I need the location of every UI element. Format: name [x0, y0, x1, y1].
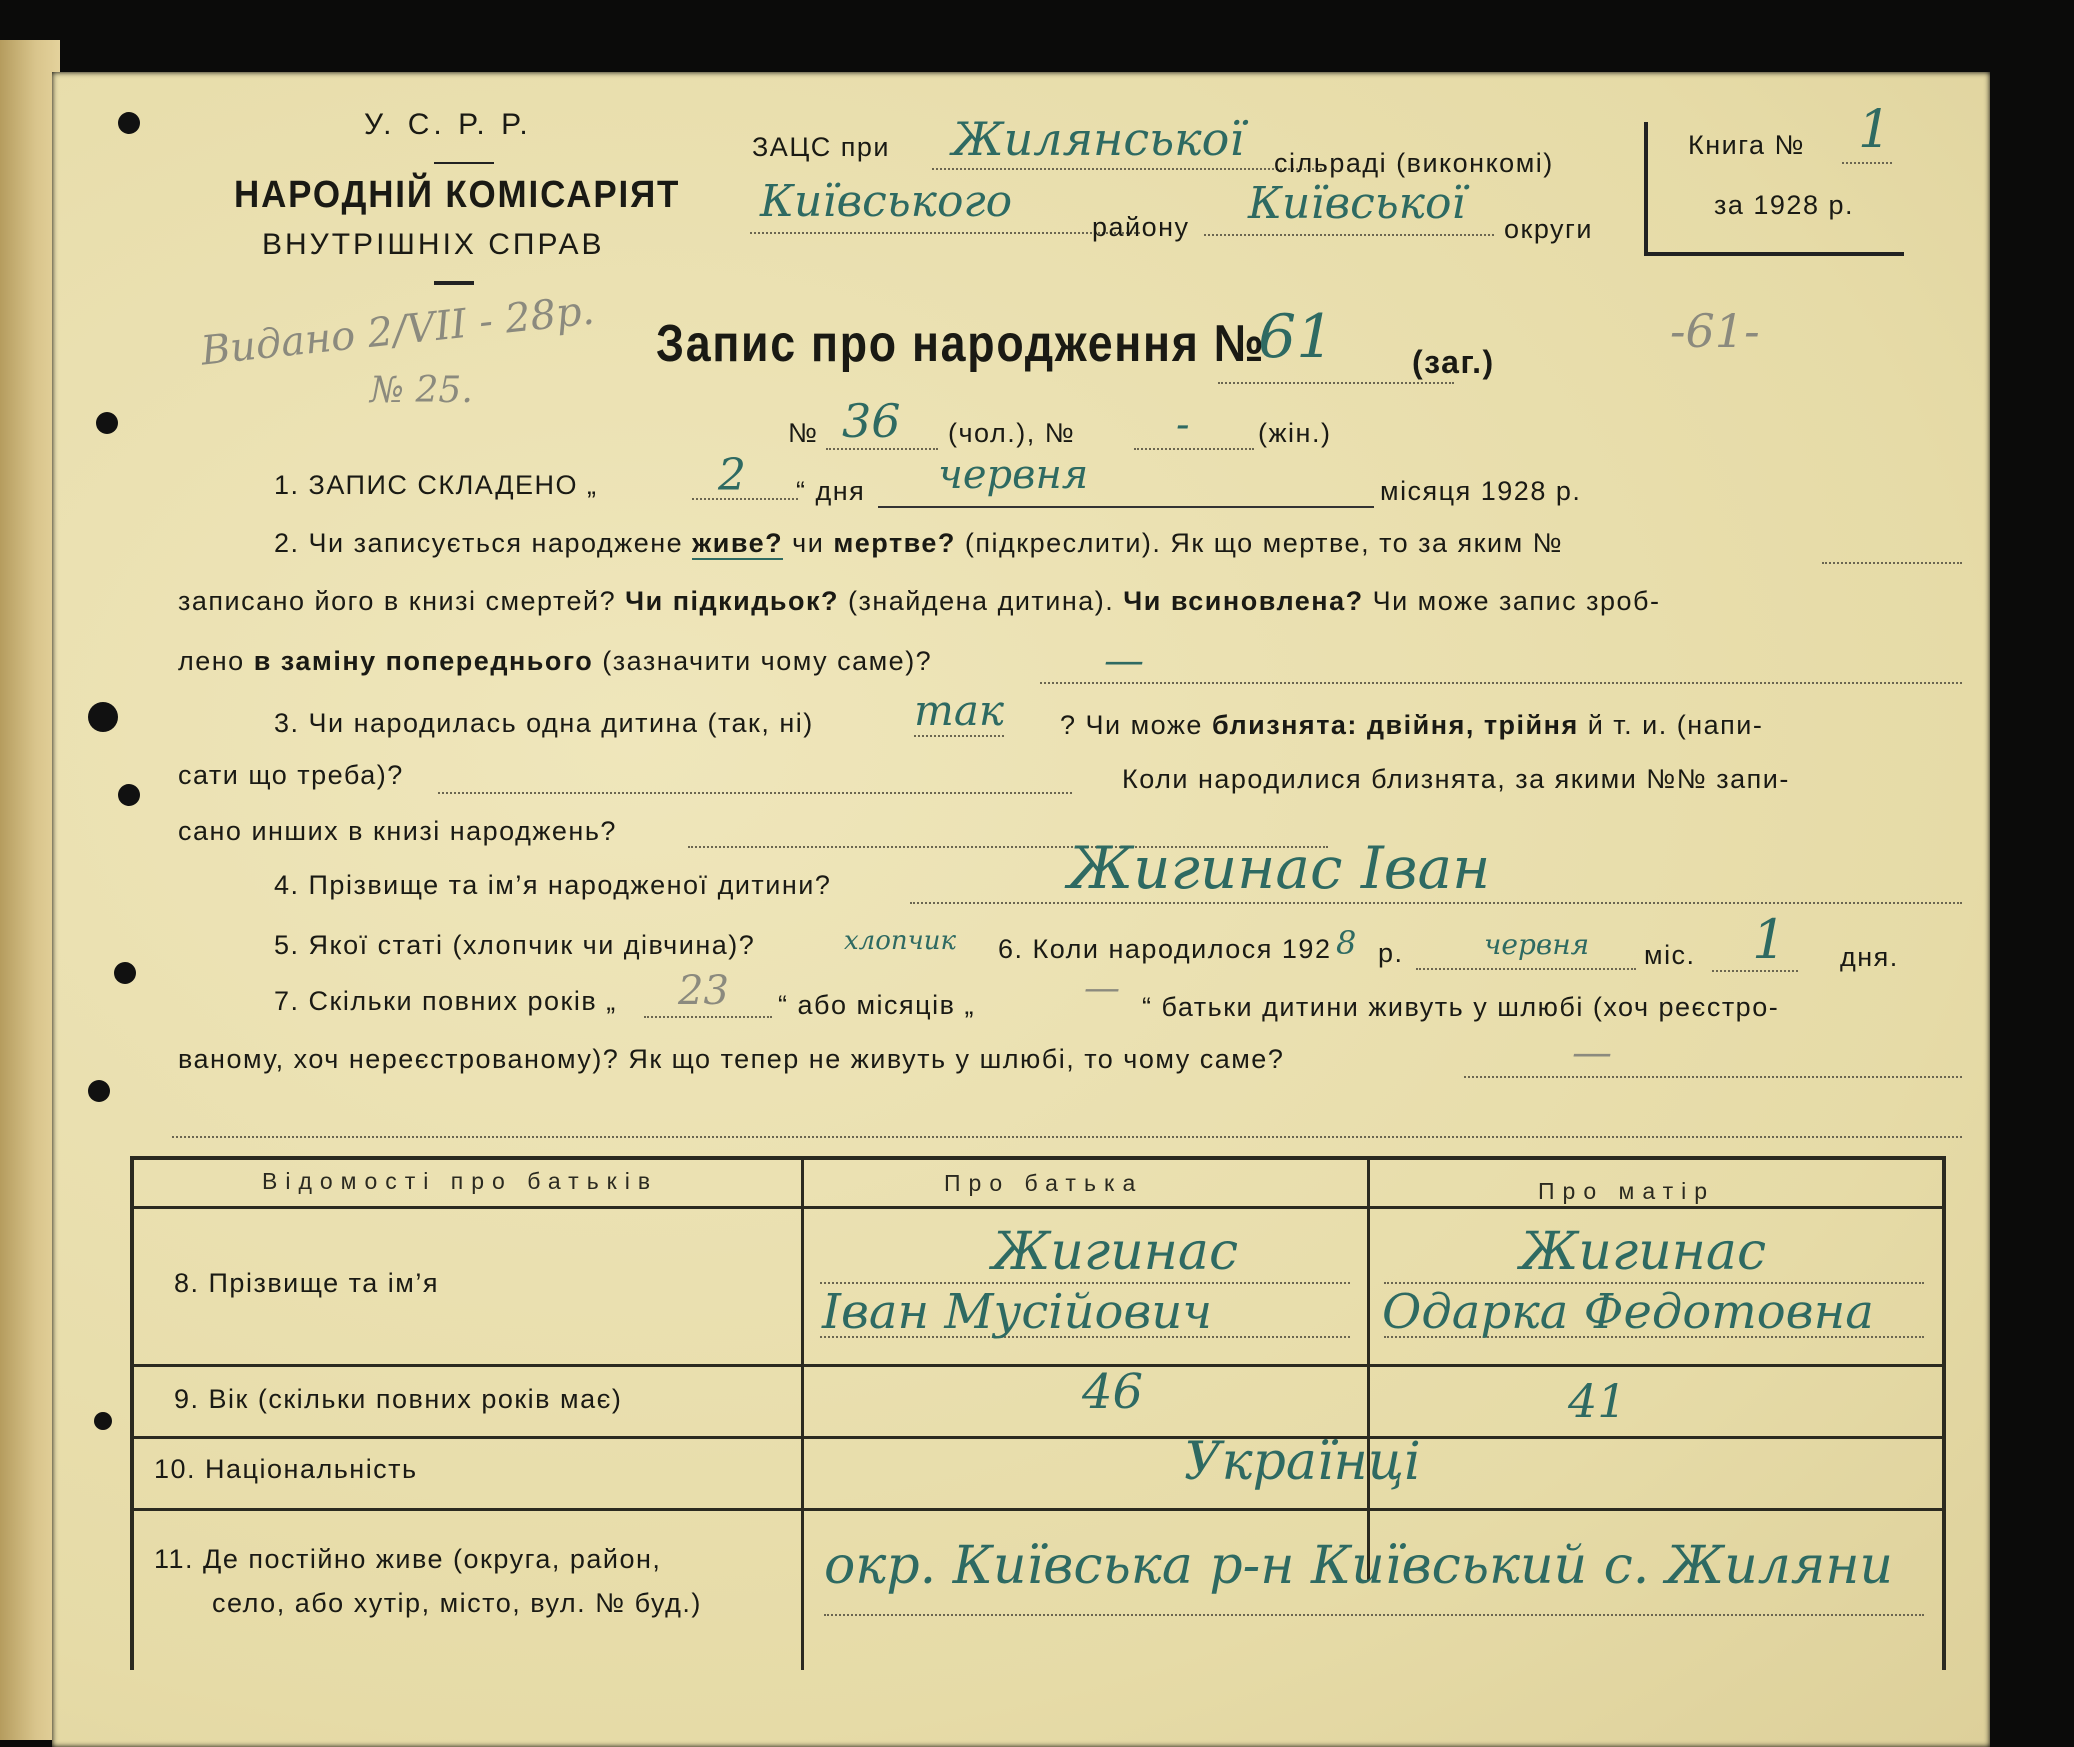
okrug-line — [1204, 234, 1494, 236]
q7-years-line — [644, 1016, 772, 1018]
q2-replace: в заміну попереднього — [253, 646, 594, 676]
q1-day: 2 — [718, 450, 746, 501]
table-rule — [134, 1364, 1942, 1367]
commissariat-title: НАРОДНІЙ КОМІСАРІЯТ — [234, 174, 681, 216]
state-heading: У. С. Р. Р. — [364, 108, 532, 141]
q6-label: 6. Коли народилося 192 — [998, 934, 1332, 964]
row11-value-line — [824, 1614, 1924, 1616]
q3-text: й т. и. (напи- — [1578, 710, 1764, 740]
q2-line2 — [178, 586, 1661, 617]
record-number: 61 — [1258, 302, 1335, 372]
commissariat-subtitle: ВНУТРІШНІХ СПРАВ — [262, 228, 605, 261]
male-label: (чол.), № — [948, 418, 1076, 448]
q2-text: записано його в книзі смертей? — [178, 586, 626, 616]
q2-answer-line — [1040, 682, 1962, 684]
q3-line1a: 3. Чи народилась одна дитина (так, ні) — [274, 708, 814, 738]
q7-extra-line — [172, 1136, 1962, 1138]
district-label: району — [1092, 212, 1190, 242]
corner-mark: -61- — [1670, 304, 1760, 358]
q3-line2a: сати що треба)? — [178, 760, 404, 790]
q7-line1c: “ батьки дитини живуть у шлюбі (хоч реєстро- — [1142, 992, 1780, 1022]
q3-answer: так — [914, 686, 1004, 735]
q7-line2: ваному, хоч нереєстрованому)? Як що тепер не живуть у шлюбі, то чому саме? — [178, 1044, 1285, 1074]
q6-mis: міс. — [1644, 940, 1696, 970]
q1-month-line — [878, 506, 1374, 508]
q7-answer-line — [1464, 1076, 1962, 1078]
margin-note-number: № 25. — [370, 370, 473, 411]
q2-line3 — [178, 646, 932, 677]
left-page-edge — [0, 40, 60, 1740]
q6-month: червня — [1484, 928, 1590, 961]
birth-record-form — [52, 72, 1990, 1747]
binder-hole — [114, 962, 136, 984]
row8-father-surname: Жигинас — [992, 1222, 1239, 1282]
book-number-line — [1842, 162, 1892, 164]
female-number-line — [1134, 448, 1254, 450]
book-label: Книга № — [1688, 130, 1805, 160]
q7-months: — — [1084, 968, 1120, 1009]
female-number: - — [1176, 402, 1190, 448]
q2-text: 2. Чи записується народжене — [274, 528, 693, 558]
q6-year-label: р. — [1378, 938, 1404, 968]
row8-label: 8. Прізвище та ім’я — [174, 1268, 439, 1298]
male-number-line — [826, 448, 938, 450]
row11-value: окр. Київська р-н Київський с. Жиляни — [824, 1536, 1893, 1596]
row9-mother-age: 41 — [1568, 1374, 1627, 1428]
district-handwritten: Київського — [760, 176, 1013, 227]
female-label: (жін.) — [1258, 418, 1332, 448]
margin-note-issued: Видано 2/VII - 28р. — [198, 287, 597, 375]
q3-line1b — [1060, 710, 1763, 741]
table-rule — [134, 1508, 1942, 1511]
table-rule — [134, 1436, 1942, 1439]
row11-label-line2: село, або хутір, місто, вул. № буд.) — [212, 1588, 702, 1618]
q4-answer: Жигинас Іван — [1068, 834, 1491, 902]
q2-dead-option: мертве? — [833, 528, 956, 558]
no-label: № — [788, 418, 819, 448]
row9-label: 9. Вік (скільки повних років має) — [174, 1384, 623, 1414]
binder-hole — [88, 1080, 110, 1102]
table-rule — [134, 1206, 1942, 1209]
q3-text: ? Чи може — [1060, 710, 1212, 740]
q3-line2b: Коли народилися близнята, за якими №№ запи- — [1122, 764, 1790, 794]
heading-rule — [434, 281, 474, 285]
binder-hole — [88, 702, 118, 732]
q4-label: 4. Прізвище та ім’я народженої дитини? — [274, 870, 832, 900]
q2-text: Чи може запис зроб- — [1363, 586, 1661, 616]
district-line — [750, 232, 1140, 234]
q2-death-number-line — [1822, 562, 1962, 564]
q2-text: (знайдена дитина). — [839, 586, 1124, 616]
zags-handwritten: Жилянської — [952, 112, 1245, 166]
q2-text: чи — [783, 528, 834, 558]
record-title: Запис про народження № — [656, 315, 1266, 373]
col-header-info: Відомості про батьків — [262, 1168, 659, 1194]
q6-day: 1 — [1752, 908, 1787, 971]
record-number-line — [1218, 382, 1454, 384]
book-box-bottom — [1644, 252, 1904, 256]
book-box — [1644, 122, 1648, 252]
q7-answer: — — [1572, 1030, 1612, 1076]
zags-line — [932, 168, 1322, 170]
q1-month: червня — [938, 452, 1089, 498]
heading-rule — [434, 162, 494, 164]
table-divider — [1367, 1160, 1370, 1580]
q5-answer: хлопчик — [844, 926, 957, 956]
col-header-father: Про батька — [944, 1170, 1144, 1196]
q4-answer-line — [910, 902, 1962, 904]
q2-alive-option: живе? — [692, 528, 784, 558]
q6-year-digit: 8 — [1336, 924, 1357, 962]
q2-text: лено — [178, 646, 254, 676]
row8-mother-surname: Жигинас — [1520, 1222, 1767, 1282]
q2-text: (підкреслити). Як що мертве, то за яким № — [955, 528, 1564, 558]
binder-hole — [118, 784, 140, 806]
row11-label-line1: 11. Де постійно живе (округа, район, — [154, 1544, 662, 1574]
row9-father-age: 46 — [1082, 1364, 1144, 1420]
q2-line1 — [274, 528, 1563, 559]
q2-answer: — — [1104, 638, 1144, 684]
q7-line1b: “ або місяців „ — [778, 990, 975, 1020]
q1-day-label: “ дня — [796, 476, 866, 506]
q3-line3: сано инших в книзі народжень? — [178, 816, 617, 846]
q7-line1a: 7. Скільки повних років „ — [274, 986, 617, 1016]
table-divider — [801, 1160, 804, 1670]
q6-month-line — [1416, 968, 1636, 970]
binder-hole — [118, 112, 140, 134]
q7-years: 23 — [678, 968, 729, 1014]
q3-twins-line — [438, 792, 1072, 794]
parents-table — [130, 1156, 1946, 1670]
book-number: 1 — [1858, 100, 1892, 160]
q2-adopted: Чи всиновлена? — [1123, 586, 1364, 616]
binder-hole — [96, 412, 118, 434]
book-year: за 1928 р. — [1714, 190, 1854, 220]
okrug-handwritten: Київської — [1248, 178, 1466, 229]
record-suffix: (заг.) — [1412, 344, 1495, 380]
male-number: 36 — [842, 394, 901, 448]
row10-label: 10. Національність — [154, 1454, 418, 1484]
row8-mother-name: Одарка Федотовна — [1382, 1284, 1874, 1340]
q1-label: 1. ЗАПИС СКЛАДЕНО „ — [274, 470, 598, 500]
q5-label: 5. Якої статі (хлопчик чи дівчина)? — [274, 930, 756, 960]
binder-hole — [94, 1412, 112, 1430]
zags-prefix: ЗАЦС при — [752, 132, 891, 162]
row8-father-name: Іван Мусійович — [822, 1284, 1213, 1340]
q2-foundling: Чи підкидьок? — [625, 586, 839, 616]
row10-value: Українці — [1184, 1432, 1421, 1492]
okrug-label: округи — [1504, 214, 1593, 244]
q3-twins: близнята: двійня, трійня — [1211, 710, 1579, 740]
q2-text: (зазначити чому саме)? — [593, 646, 933, 676]
q6-day-label: дня. — [1840, 942, 1899, 972]
col-header-mother: Про матір — [1538, 1178, 1716, 1204]
q1-month-label: місяця 1928 р. — [1380, 476, 1582, 506]
council-label: сільраді (виконкомі) — [1274, 148, 1554, 178]
